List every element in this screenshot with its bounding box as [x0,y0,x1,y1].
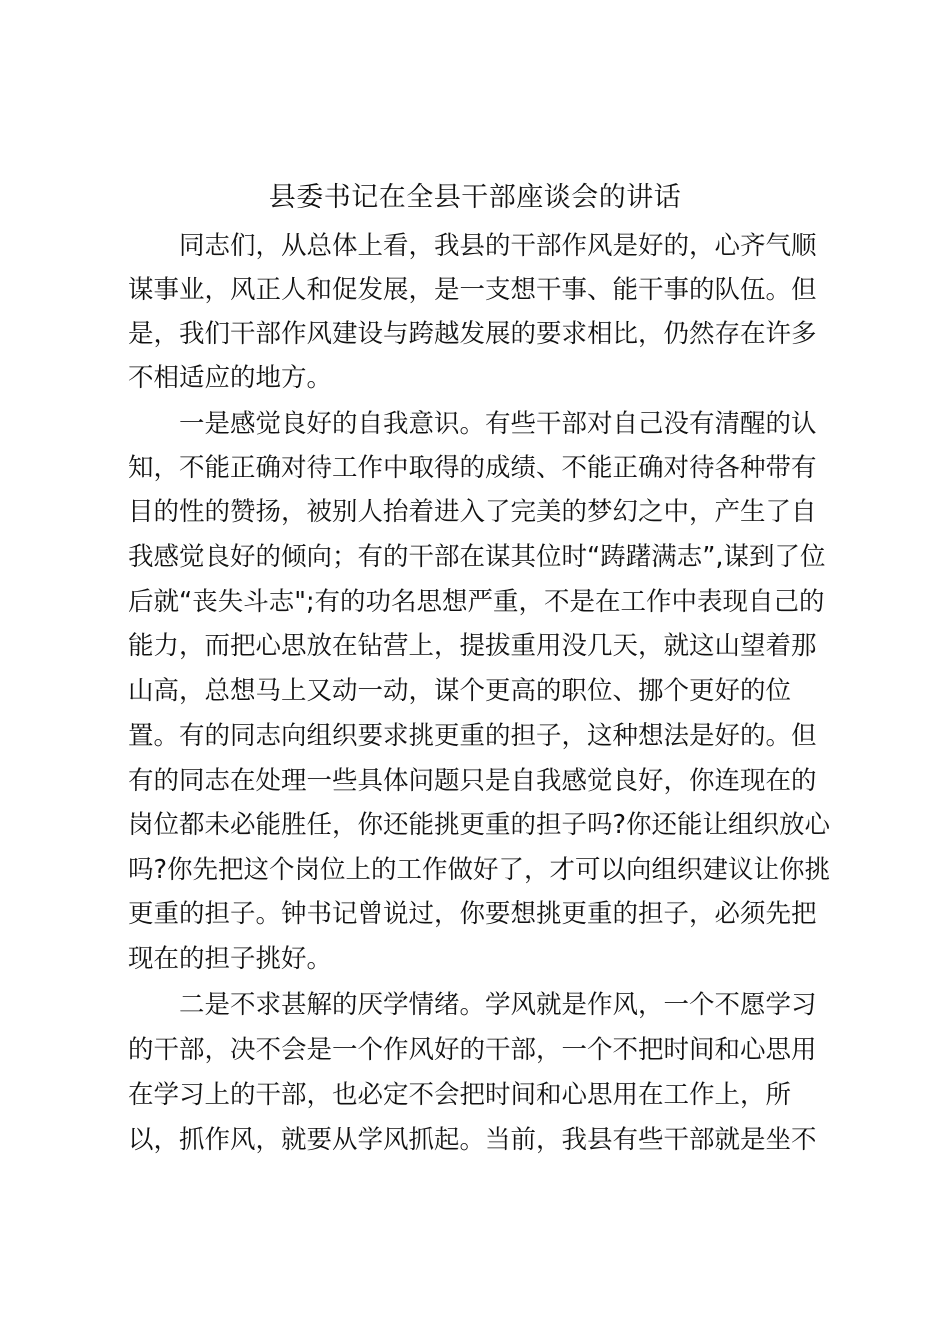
text-line: 吗?你先把这个岗位上的工作做好了，才可以向组织建议让你挑 [128,855,831,885]
text-line: 一是感觉良好的自我意识。有些干部对自己没有清醒的认 [128,409,817,439]
text-line: 同志们，从总体上看，我县的干部作风是好的，心齐气顺 [128,231,817,261]
text-line: 二是不求甚解的厌学情绪。学风就是作风，一个不愿学习 [128,990,817,1020]
text-line: 不相适应的地方。 [128,363,333,393]
text-line: 我感觉良好的倾向；有的干部在谋其位时“踌躇满志”,谋到了位 [128,542,826,572]
text-line: 后就“丧失斗志";有的功名思想严重，不是在工作中表现自己的 [128,587,825,617]
text-line: 的干部，决不会是一个作风好的干部，一个不把时间和心思用 [128,1035,817,1065]
text-line: 更重的担子。钟书记曾说过，你要想挑更重的担子，必须先把 [128,899,817,929]
text-line: 有的同志在处理一些具体问题只是自我感觉良好，你连现在的 [128,766,817,796]
text-line: 在学习上的干部，也必定不会把时间和心思用在工作上，所 [128,1080,792,1110]
text-line: 目的性的赞扬，被别人抬着进入了完美的梦幻之中，产生了自 [128,497,817,527]
document-title: 县委书记在全县干部座谈会的讲话 [268,182,682,213]
text-line: 岗位都未必能胜任，你还能挑更重的担子吗?你还能让组织放心 [128,810,831,840]
text-line: 山高，总想马上又动一动，谋个更高的职位、挪个更好的位 [128,676,792,706]
text-line: 谋事业，风正人和促发展，是一支想干事、能干事的队伍。但 [128,275,817,305]
text-line: 是，我们干部作风建设与跨越发展的要求相比，仍然存在许多 [128,319,817,349]
text-line: 置。有的同志向组织要求挑更重的担子，这种想法是好的。但 [128,721,817,751]
text-line: 以，抓作风，就要从学风抓起。当前，我县有些干部就是坐不 [128,1125,817,1155]
text-line: 现在的担子挑好。 [128,944,333,974]
text-line: 知，不能正确对待工作中取得的成绩、不能正确对待各种带有 [128,453,817,483]
text-line: 能力，而把心思放在钻营上，提拔重用没几天，就这山望着那 [128,631,817,661]
